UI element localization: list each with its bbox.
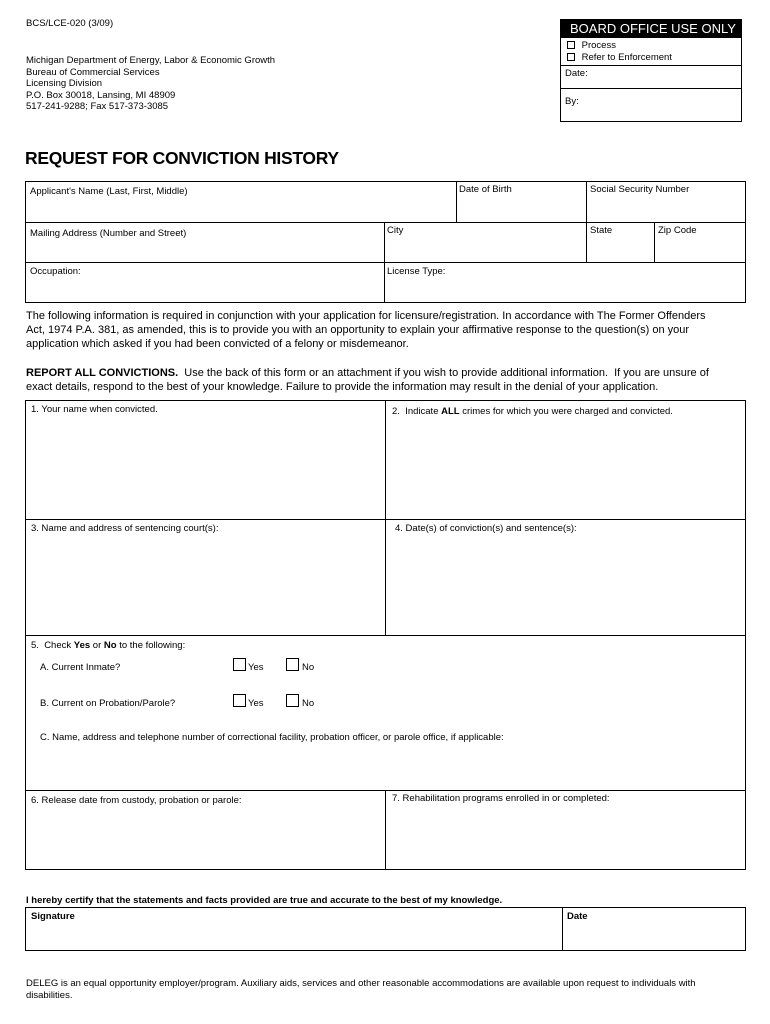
footer-line: disabilities. — [26, 990, 73, 1001]
address-label: Mailing Address (Number and Street) — [30, 228, 187, 239]
license-type-label: License Type: — [387, 266, 446, 277]
q3-field[interactable] — [28, 537, 383, 633]
date-label: Date — [567, 911, 588, 922]
intro-paragraph — [26, 309, 706, 351]
refer-checkbox[interactable] — [567, 53, 575, 61]
intro-line: application which asked if you had been convicted of a felony or misdemeanor. — [26, 338, 409, 350]
board-office-box — [560, 19, 742, 122]
form-code: BCS/LCE-020 (3/09) — [26, 18, 114, 29]
q3-label: 3. Name and address of sentencing court(s): — [31, 523, 219, 534]
q5b-label: B. Current on Probation/Parole? — [40, 698, 176, 709]
certification-statement: I hereby certify that the statements and facts provided are true and accurate to the best of my knowledge. — [26, 895, 503, 906]
agency-line: Michigan Department of Energy, Labor & Economic Growth — [26, 55, 276, 66]
zip-field[interactable] — [656, 238, 744, 260]
footer-line: DELEG is an equal opportunity employer/program. Auxiliary aids, services and other reasonable accommodations are available upon request to individuals with — [26, 978, 696, 989]
refer-option[interactable] — [567, 52, 672, 64]
ssn-field[interactable] — [588, 198, 744, 220]
divider — [385, 790, 386, 870]
signature-label: Signature — [31, 911, 75, 922]
process-checkbox[interactable] — [567, 41, 575, 49]
q5a-label: A. Current Inmate? — [40, 662, 121, 673]
report-line — [26, 366, 709, 380]
applicant-info-table — [25, 181, 746, 303]
report-paragraph — [26, 366, 709, 394]
q5b-no-label: No — [302, 698, 315, 709]
divider — [384, 222, 385, 303]
signature-field[interactable] — [28, 924, 560, 949]
process-label: Process — [581, 40, 616, 51]
q5a-yes-label: Yes — [248, 662, 264, 673]
q1-field[interactable] — [28, 417, 383, 517]
intro-line: The following information is required in conjunction with your application for licensure/registration. In accordance with The Former Offenders — [26, 310, 706, 322]
q2-field[interactable] — [388, 419, 744, 517]
board-by-label: By: — [565, 96, 579, 107]
refer-label: Refer to Enforcement — [581, 52, 672, 63]
divider — [654, 222, 655, 262]
q5b-yes-label: Yes — [248, 698, 264, 709]
divider — [26, 262, 745, 263]
report-line: exact details, respond to the best of your knowledge. Failure to provide the information may result in the denial of your application. — [26, 381, 659, 393]
agency-line: 517-241-9288; Fax 517-373-3085 — [26, 101, 169, 112]
q4-field[interactable] — [388, 537, 744, 633]
q5b-yes-checkbox[interactable] — [233, 694, 246, 707]
board-date-label: Date: — [565, 68, 588, 79]
address-field[interactable] — [28, 240, 382, 260]
q5-label: 5. Check Yes or No to the following: — [31, 640, 186, 651]
divider — [456, 182, 457, 222]
divider — [562, 908, 563, 950]
q4-label: 4. Date(s) of conviction(s) and sentence(s): — [395, 523, 577, 534]
ssn-label: Social Security Number — [590, 184, 690, 195]
agency-line: P.O. Box 30018, Lansing, MI 48909 — [26, 89, 176, 101]
state-label: State — [590, 225, 613, 236]
q5a-yes-checkbox[interactable] — [233, 658, 246, 671]
q5b-no-checkbox[interactable] — [286, 694, 299, 707]
q5a-no-label: No — [302, 662, 315, 673]
q6-field[interactable] — [28, 809, 383, 868]
board-office-title: BOARD OFFICE USE ONLY — [561, 20, 741, 38]
dob-field[interactable] — [458, 198, 584, 220]
q1-label: 1. Your name when convicted. — [31, 404, 158, 415]
report-text: Use the back of this form or an attachment if you wish to provide additional information. If you are unsure of — [178, 367, 709, 379]
divider — [385, 401, 386, 635]
applicant-name-label: Applicant's Name (Last, First, Middle) — [30, 186, 188, 197]
divider — [26, 222, 745, 223]
agency-line: Licensing Division — [26, 78, 103, 89]
applicant-name-field[interactable] — [28, 198, 454, 220]
agency-address — [26, 55, 275, 113]
agency-line: Bureau of Commercial Services — [26, 66, 160, 78]
divider — [586, 182, 587, 262]
signature-table — [25, 907, 746, 951]
occupation-field[interactable] — [28, 278, 382, 300]
conviction-questions-table — [25, 400, 746, 870]
q5c-field[interactable] — [38, 746, 738, 786]
page-title: REQUEST FOR CONVICTION HISTORY — [25, 148, 339, 168]
city-label: City — [387, 225, 404, 236]
process-option[interactable] — [567, 40, 616, 52]
q7-label: 7. Rehabilitation programs enrolled in or completed: — [392, 793, 610, 804]
divider — [26, 635, 745, 636]
q6-label: 6. Release date from custody, probation or parole: — [31, 795, 242, 806]
dob-label: Date of Birth — [459, 184, 512, 195]
date-field[interactable] — [565, 924, 743, 949]
state-field[interactable] — [588, 238, 652, 260]
license-type-field[interactable] — [386, 278, 744, 300]
divider — [561, 88, 741, 89]
divider — [561, 65, 741, 66]
zip-label: Zip Code — [658, 225, 697, 236]
report-heading: REPORT ALL CONVICTIONS. — [26, 367, 179, 379]
q2-label: 2. Indicate ALL crimes for which you were charged and convicted. — [392, 406, 673, 417]
footer-notice — [26, 978, 696, 1002]
q7-field[interactable] — [388, 807, 744, 868]
city-field[interactable] — [386, 238, 584, 260]
q5c-label: C. Name, address and telephone number of correctional facility, probation officer, or parole office, if applicable: — [40, 732, 504, 743]
q5a-no-checkbox[interactable] — [286, 658, 299, 671]
intro-line: Act, 1974 P.A. 381, as amended, this is to provide you with an opportunity to explain your affirmative response to the question(s) on your — [26, 324, 690, 336]
occupation-label: Occupation: — [30, 266, 81, 277]
